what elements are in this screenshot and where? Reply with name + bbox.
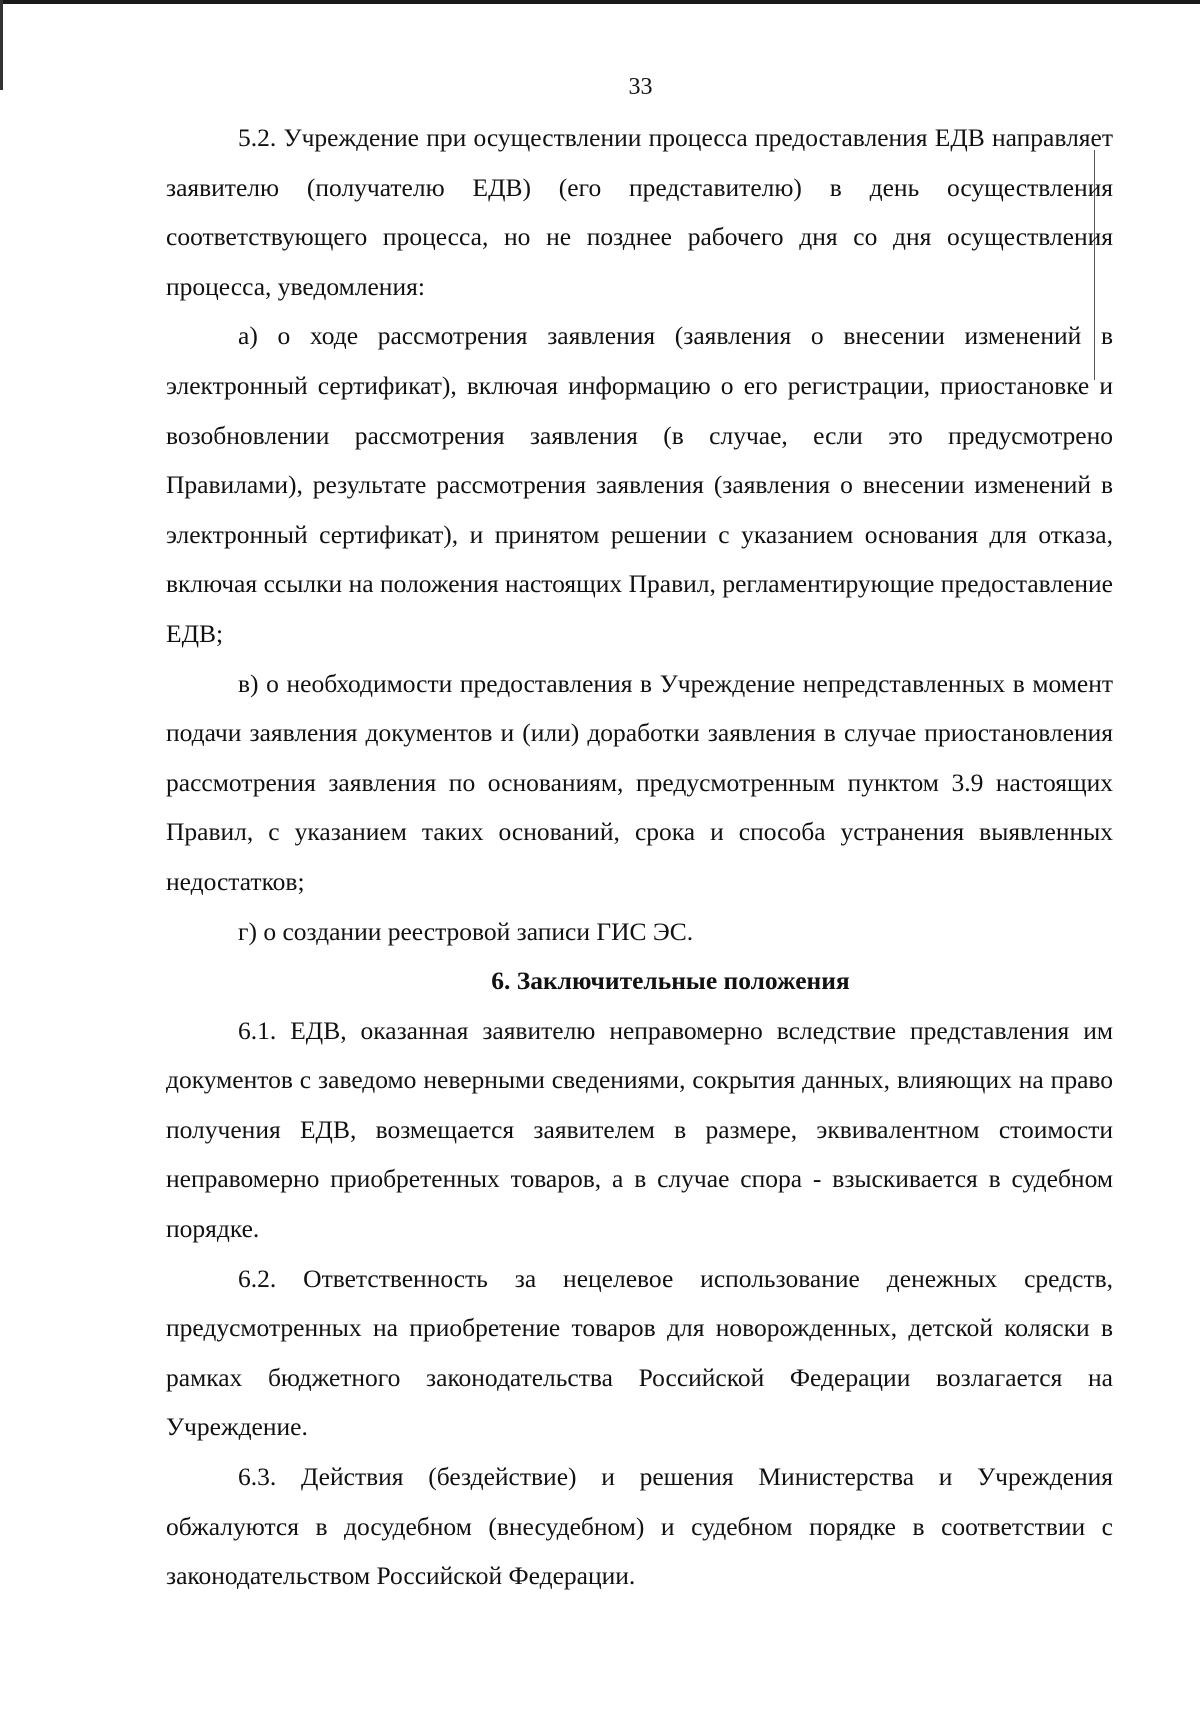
paragraph-6-1: 6.1. ЕДВ, оказанная заявителю неправомерно вследствие представления им документов с заведомо неверными сведениями, сокрытия данных, влияющих на право получения ЕДВ, возмещается заявителем в размере, эквивалентном стоимости неправомерно приобретенных товаров, а в случае спора - взыскивается в судебном порядке. <box>166 1015 1113 1244</box>
paragraph-6-2: 6.2. Ответственность за нецелевое использование денежных средств, предусмотренных на приобретение товаров для новорожденных, детской коляски в рамках бюджетного законодательства Российской Федерации возлагается на Учреждение. <box>166 1263 1113 1442</box>
list-item-a: а) о ходе рассмотрения заявления (заявления о внесении изменений в электронный сертификат), включая информацию о его регистрации, приостановке и возобновлении рассмотрения заявления (в случае, если это предусмотрено Правилами), результате рассмотрения заявления (заявления о внесении изменений в электронный сертификат), и принятом решении с указанием основания для отказа, включая ссылки на положения настоящих Правил, регламентирующие предоставление ЕДВ; <box>166 321 1113 648</box>
paragraph-5-2: 5.2. Учреждение при осуществлении процесса предоставления ЕДВ направляет заявителю (получателю ЕДВ) (его представителю) в день осуществления соответствующего процесса, но не позднее рабочего дня со дня осуществления процесса, уведомления: <box>166 123 1113 301</box>
section-heading: 6. Заключительные положения <box>491 966 850 996</box>
page-number: 33 <box>628 74 653 100</box>
paragraph-6-3: 6.3. Действия (бездействие) и решения Министерства и Учреждения обжалуются в досудебном (внесудебном) и судебном порядке в соответствии с законодательством Российской Федерации. <box>166 1462 1113 1591</box>
list-item-v: в) о необходимости предоставления в Учреждение непредставленных в момент подачи заявления документов и (или) доработки заявления в случае приостановления рассмотрения заявления по основаниям, предусмотренным пунктом 3.9 настоящих Правил, с указанием таких оснований, срока и способа устранения выявленных недостатков; <box>166 668 1113 896</box>
list-item-g: г) о создании реестровой записи ГИС ЭС. <box>238 916 694 946</box>
document-page <box>166 64 1113 1601</box>
scan-left-edge <box>0 0 3 90</box>
scan-top-edge <box>0 0 1200 4</box>
